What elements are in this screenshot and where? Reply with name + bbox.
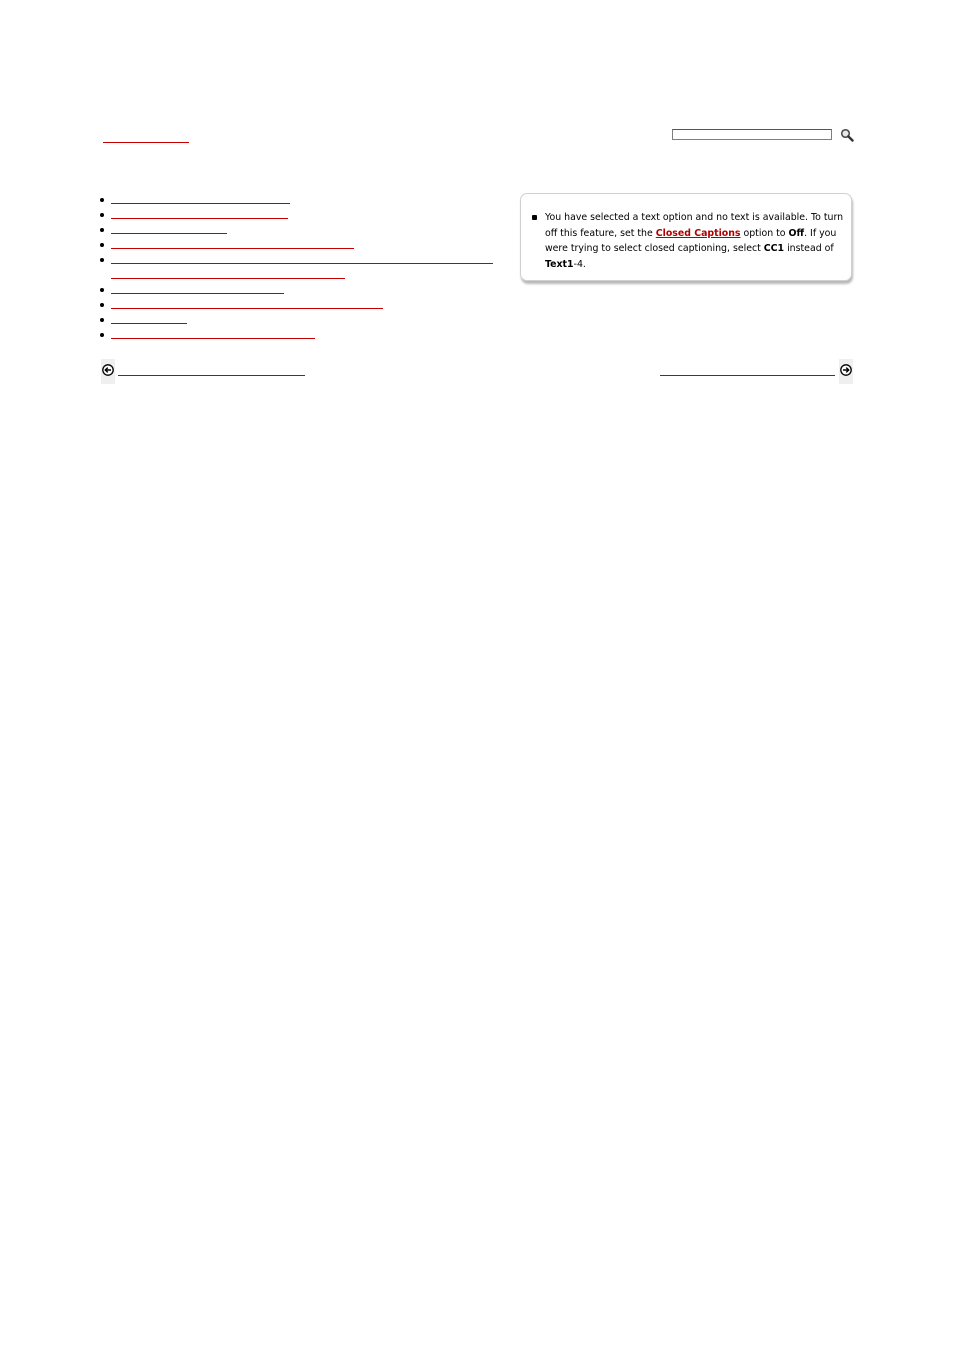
- note-text: You have selected a text option and no text is available. To turn off this feature, set the Closed Captions option to Off. If you were trying to select closed captioning, select CC1 instead of Text1-4.: [545, 212, 844, 270]
- top-link[interactable]: [103, 134, 189, 143]
- bullet: [100, 213, 104, 217]
- bullet: [100, 258, 104, 262]
- arrow-right-circle-icon: [840, 364, 852, 376]
- arrow-left-circle-icon: [102, 364, 114, 376]
- list-link[interactable]: [111, 323, 187, 324]
- search-bar: [672, 128, 854, 144]
- list-link[interactable]: [111, 218, 288, 219]
- list-link-continued[interactable]: [111, 278, 345, 279]
- bullet: [100, 333, 104, 337]
- next-page-link[interactable]: [660, 375, 835, 376]
- closed-captions-link[interactable]: Closed Captions: [655, 227, 741, 239]
- list-link[interactable]: [111, 293, 284, 294]
- list-link[interactable]: [111, 338, 315, 339]
- prev-page-link[interactable]: [118, 375, 305, 376]
- next-page-button[interactable]: [839, 359, 853, 384]
- prev-page-button[interactable]: [101, 359, 115, 384]
- list-link[interactable]: [111, 308, 383, 309]
- bullet: [100, 303, 104, 307]
- search-input[interactable]: [672, 129, 832, 140]
- bullet: [100, 243, 104, 247]
- list-link[interactable]: [111, 248, 354, 249]
- bullet: [100, 288, 104, 292]
- note-box: [520, 193, 852, 281]
- list-link[interactable]: [111, 263, 493, 264]
- bullet: [100, 228, 104, 232]
- bullet: [100, 198, 104, 202]
- list-link[interactable]: [111, 233, 227, 234]
- note-bullet: [532, 215, 537, 220]
- search-icon[interactable]: [840, 128, 854, 142]
- bullet: [100, 318, 104, 322]
- list-link[interactable]: [111, 203, 290, 204]
